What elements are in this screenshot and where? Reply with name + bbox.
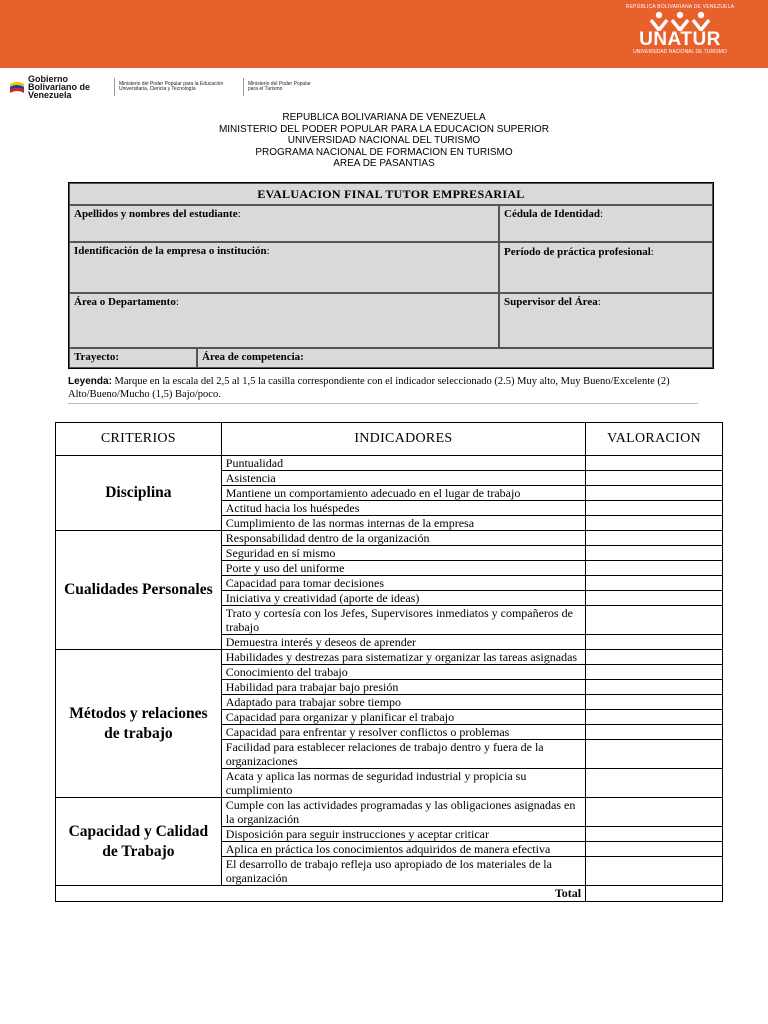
rating-cell[interactable] <box>586 561 723 576</box>
indicator-cell: Iniciativa y creatividad (aporte de ideas) <box>221 591 585 606</box>
ministry-tourism: Ministerio del Poder Popular para el Turismo <box>248 80 311 92</box>
indicator-cell: Habilidades y destrezas para sistematizar y organizar las tareas asignadas <box>221 650 585 665</box>
indicator-cell: Trato y cortesía con los Jefes, Supervisores inmediatos y compañeros de trabajo <box>221 606 585 635</box>
area-label: Área o Departamento <box>74 296 176 308</box>
indicator-cell: Mantiene un comportamiento adecuado en el lugar de trabajo <box>221 486 585 501</box>
indicator-cell: Seguridad en sí mismo <box>221 546 585 561</box>
criteria-body <box>56 456 723 902</box>
heading-line: REPUBLICA BOLIVARIANA DE VENEZUELA <box>282 112 486 123</box>
indicator-cell: Acata y aplica las normas de seguridad industrial y propicia su cumplimiento <box>221 769 585 798</box>
indicator-cell: Adaptado para trabajar sobre tiempo <box>221 695 585 710</box>
total-value-cell[interactable] <box>586 886 723 902</box>
rating-cell[interactable] <box>586 501 723 516</box>
logo-name: UNATUR <box>639 29 721 50</box>
rating-cell[interactable] <box>586 546 723 561</box>
id-number-label: Cédula de Identidad <box>504 208 600 220</box>
total-label: Total <box>221 886 585 902</box>
trayecto-label: Trayecto: <box>74 351 119 363</box>
heading-line: UNIVERSIDAD NACIONAL DEL TURISMO <box>287 135 481 147</box>
rating-cell[interactable] <box>586 842 723 857</box>
gov-name: Gobierno Bolivariano de Venezuela <box>28 74 91 100</box>
rating-cell[interactable] <box>586 635 723 650</box>
logo-subtitle: UNIVERSIDAD NACIONAL DE TURISMO <box>633 49 727 55</box>
indicator-cell: Demuestra interés y deseos de aprender <box>221 635 585 650</box>
rating-cell[interactable] <box>586 857 723 886</box>
criteria-cell: Capacidad y Calidad de Trabajo <box>56 798 222 886</box>
indicator-cell: Porte y uso del uniforme <box>221 561 585 576</box>
rating-cell[interactable] <box>586 680 723 695</box>
indicator-cell: Habilidad para trabajar bajo presión <box>221 680 585 695</box>
header-indicadores: INDICADORES <box>221 423 585 456</box>
rating-cell[interactable] <box>586 486 723 501</box>
table-row <box>56 798 723 827</box>
rating-cell[interactable] <box>586 769 723 798</box>
criteria-cell: Métodos y relaciones de trabajo <box>56 650 222 798</box>
divider <box>243 78 244 96</box>
criteria-cell: Cualidades Personales <box>56 531 222 650</box>
legend <box>68 375 698 404</box>
trayecto-field[interactable] <box>69 348 197 368</box>
student-name-label: Apellidos y nombres del estudiante <box>74 208 238 220</box>
indicator-cell: Aplica en práctica los conocimientos adquiridos de manera efectiva <box>221 842 585 857</box>
id-number-field[interactable]: Cédula de Identidad: <box>499 205 713 242</box>
rating-cell[interactable] <box>586 471 723 486</box>
venezuela-flag-icon <box>10 80 24 94</box>
indicator-cell: Cumple con las actividades programadas y las obligaciones asignadas en la organización <box>221 798 585 827</box>
logo-top-text: REPÚBLICA BOLIVARIANA DE VENEZUELA <box>625 4 735 10</box>
legend-key: Leyenda: <box>68 376 112 387</box>
indicator-cell: Facilidad para establecer relaciones de trabajo dentro y fuera de la organizaciones <box>221 740 585 769</box>
table-header-row <box>56 423 723 456</box>
table-row <box>56 531 723 546</box>
rating-cell[interactable] <box>586 650 723 665</box>
indicator-cell: Capacidad para enfrentar y resolver conflictos o problemas <box>221 725 585 740</box>
divider <box>114 78 115 96</box>
supervisor-field[interactable]: Supervisor del Área: <box>499 293 713 348</box>
area-field[interactable]: Área o Departamento: <box>69 293 499 348</box>
heading-line: AREA DE PASANTIAS <box>333 158 435 170</box>
rating-cell[interactable] <box>586 725 723 740</box>
government-logo <box>10 76 318 98</box>
rating-cell[interactable] <box>586 531 723 546</box>
period-field[interactable]: Período de práctica profesional: <box>499 242 713 293</box>
criteria-cell: Disciplina <box>56 456 222 531</box>
header-banner <box>0 0 768 68</box>
rating-cell[interactable] <box>586 516 723 531</box>
supervisor-label: Supervisor del Área <box>504 296 598 308</box>
company-label: Identificación de la empresa o institución <box>74 245 267 257</box>
heading-line: PROGRAMA NACIONAL DE FORMACION EN TURISMO <box>255 146 513 158</box>
rating-cell[interactable] <box>586 710 723 725</box>
total-row <box>56 886 723 902</box>
unatur-logo <box>610 2 750 66</box>
competencia-field[interactable] <box>197 348 713 368</box>
indicator-cell: Conocimiento del trabajo <box>221 665 585 680</box>
competencia-label: Área de competencia: <box>202 351 304 363</box>
rating-cell[interactable] <box>586 827 723 842</box>
people-logo-icon <box>649 11 711 31</box>
empty-cell <box>56 886 222 902</box>
rating-cell[interactable] <box>586 456 723 471</box>
period-label: Período de práctica profesional <box>504 246 651 258</box>
evaluation-form <box>68 182 714 369</box>
rating-cell[interactable] <box>586 606 723 635</box>
table-row <box>56 650 723 665</box>
rating-cell[interactable] <box>586 798 723 827</box>
rating-cell[interactable] <box>586 576 723 591</box>
document-heading <box>0 112 768 170</box>
student-name-field[interactable]: Apellidos y nombres del estudiante: <box>69 205 499 242</box>
indicator-cell: El desarrollo de trabajo refleja uso apropiado de los materiales de la organización <box>221 857 585 886</box>
form-title: EVALUACION FINAL TUTOR EMPRESARIAL <box>69 183 713 205</box>
table-row <box>56 456 723 471</box>
ministry-education: Ministerio del Poder Popular para la Educación Universitaria, Ciencia y Tecnología <box>119 80 224 92</box>
header-valoracion: VALORACION <box>586 423 723 456</box>
criteria-table <box>55 422 723 902</box>
rating-cell[interactable] <box>586 740 723 769</box>
indicator-cell: Disposición para seguir instrucciones y aceptar criticar <box>221 827 585 842</box>
company-field[interactable]: Identificación de la empresa o institución: <box>69 242 499 293</box>
legend-text: Marque en la escala del 2,5 al 1,5 la casilla correspondiente con el indicador seleccionado (2.5) Muy alto, Muy Bueno/Excelente (2) Alto/Bueno/Mucho (1,5) Bajo/poco. <box>68 376 670 400</box>
indicator-cell: Actitud hacia los huéspedes <box>221 501 585 516</box>
rating-cell[interactable] <box>586 591 723 606</box>
indicator-cell: Asistencia <box>221 471 585 486</box>
rating-cell[interactable] <box>586 695 723 710</box>
indicator-cell: Responsabilidad dentro de la organización <box>221 531 585 546</box>
header-criterios: CRITERIOS <box>56 423 222 456</box>
indicator-cell: Cumplimiento de las normas internas de la empresa <box>221 516 585 531</box>
heading-line: MINISTERIO DEL PODER POPULAR PARA LA EDUCACION SUPERIOR <box>218 123 550 135</box>
indicator-cell: Capacidad para organizar y planificar el trabajo <box>221 710 585 725</box>
indicator-cell: Capacidad para tomar decisiones <box>221 576 585 591</box>
rating-cell[interactable] <box>586 665 723 680</box>
indicator-cell: Puntualidad <box>221 456 585 471</box>
